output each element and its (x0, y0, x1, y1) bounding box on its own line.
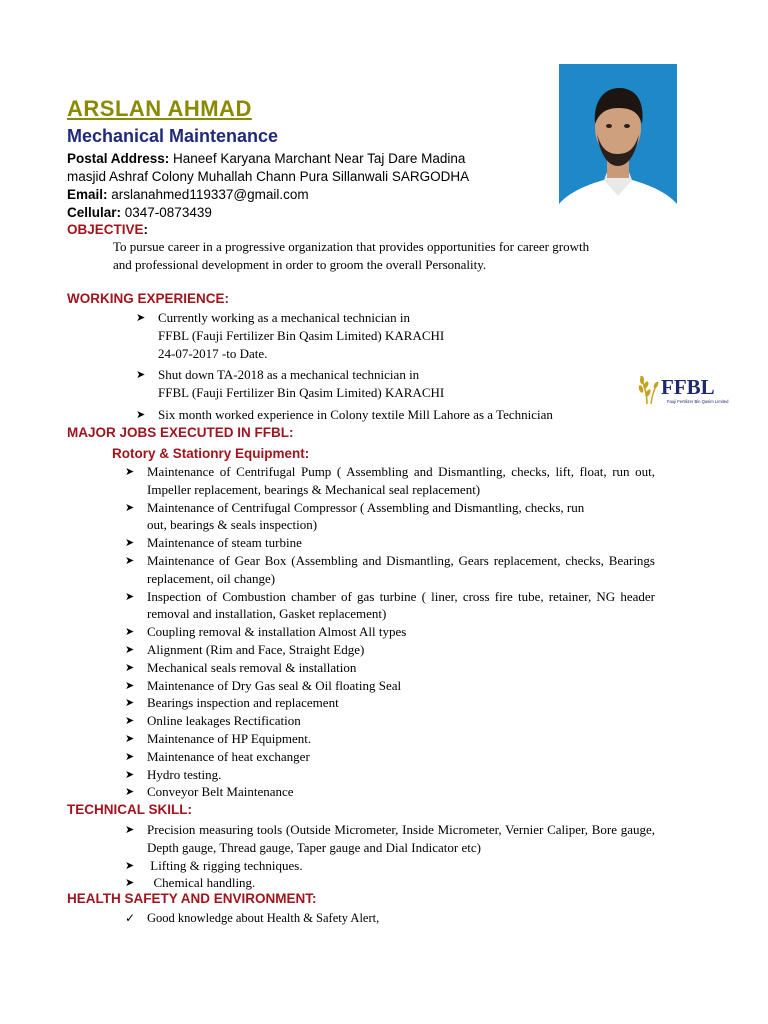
profile-photo (559, 64, 677, 222)
cellular-value: 0347-0873439 (121, 205, 212, 220)
arrowhead-bullet-icon: ➤ (125, 536, 135, 550)
arrowhead-bullet-icon: ➤ (125, 678, 135, 692)
arrowhead-bullet-icon: ➤ (125, 714, 135, 728)
arrowhead-bullet-icon: ➤ (125, 553, 135, 567)
email-value: arslanahmed119337@gmail.com (107, 187, 309, 202)
list-item: ➤ Mechanical seals removal & installation (125, 659, 357, 675)
health-safety-list (125, 910, 655, 928)
candidate-title: Mechanical Maintenance (67, 126, 279, 146)
list-item: ➤ Currently working as a mechanical technician in FFBL (Fauji Fertilizer Bin Qasim Limited) KARACHI 24-07-2017 -to Date. (136, 310, 445, 361)
postal-label: Postal Address: (67, 151, 170, 166)
list-item: ➤ Hydro testing. (125, 766, 222, 782)
checkmark-bullet-icon: ✓ (125, 911, 136, 925)
person-photo-icon (559, 64, 677, 222)
list-item: ➤ Maintenance of Centrifugal Compressor ( Assembling and Dismantling, checks, run out, bearings & seals inspection) (125, 499, 585, 533)
arrowhead-bullet-icon: ➤ (125, 767, 135, 781)
cellular-label: Cellular: (67, 205, 122, 220)
postal-address-line-1 (67, 151, 465, 166)
logo-brand: FFBL (661, 375, 715, 399)
logo-caption: Fauji Fertilizer Bin Qasim Limited (667, 399, 729, 404)
arrowhead-bullet-icon: ➤ (125, 589, 135, 603)
list-item: ➤ Maintenance of HP Equipment. (125, 730, 312, 746)
arrowhead-bullet-icon: ➤ (125, 465, 135, 478)
arrowhead-bullet-icon: ➤ (136, 368, 146, 382)
arrowhead-bullet-icon: ➤ (125, 500, 135, 514)
arrowhead-bullet-icon: ➤ (136, 407, 146, 421)
list-item: ➤ Maintenance of Centrifugal Pump ( Assembling and Dismantling, checks, lift, float, run out, Impeller replacement, bearings & Mechanical seal replacement) (125, 464, 655, 497)
list-item: ➤ Precision measuring tools (Outside Micrometer, Inside Micrometer, Vernier Caliper, Bore gauge, Depth gauge, Thread gauge, Taper gauge and Dial Indicator etc) (125, 822, 655, 855)
arrowhead-bullet-icon: ➤ (125, 731, 135, 745)
list-item: ➤ Conveyor Belt Maintenance (125, 784, 294, 800)
technical-skill-list (125, 821, 655, 892)
technical-skill-heading: TECHNICAL SKILL: (67, 802, 192, 817)
arrowhead-bullet-icon: ➤ (125, 785, 135, 799)
arrowhead-bullet-icon: ➤ (125, 642, 135, 656)
list-item: ➤ Six month worked experience in Colony textile Mill Lahore as a Technician (136, 406, 553, 422)
list-item: ➤ Coupling removal & installation Almost All types (125, 624, 407, 640)
working-experience-heading: WORKING EXPERIENCE: (67, 291, 230, 306)
list-item: ➤ Lifting & rigging techniques. (125, 857, 303, 873)
list-item: ➤ Chemical handling. (125, 875, 256, 891)
major-jobs-heading: MAJOR JOBS EXECUTED IN FFBL: (67, 425, 294, 440)
cellular-line (67, 205, 212, 220)
arrowhead-bullet-icon: ➤ (125, 625, 135, 639)
major-jobs-list (125, 463, 655, 801)
list-item: ➤ Alignment (Rim and Face, Straight Edge) (125, 641, 365, 657)
rotory-equipment-subheading: Rotory & Stationry Equipment: (112, 446, 310, 461)
email-label: Email: (67, 187, 108, 202)
list-item: ✓ Good knowledge about Health & Safety Alert, (125, 910, 655, 928)
list-item: ➤ Inspection of Combustion chamber of gas turbine ( liner, cross fire tube, retainer, NG header removal and installation, Gasket replacement) (125, 588, 655, 622)
ffbl-logo (637, 368, 737, 408)
arrowhead-bullet-icon: ➤ (125, 876, 135, 890)
arrowhead-bullet-icon: ➤ (125, 660, 135, 674)
arrowhead-bullet-icon: ➤ (125, 823, 135, 836)
email-line (67, 187, 309, 202)
postal-address-line-2: masjid Ashraf Colony Muhallah Chann Pura Sillanwali SARGODHA (67, 169, 470, 184)
arrowhead-bullet-icon: ➤ (136, 311, 146, 324)
arrowhead-bullet-icon: ➤ (125, 858, 135, 872)
experience-list (136, 309, 616, 424)
objective-heading: OBJECTIVE: (67, 222, 149, 237)
arrowhead-bullet-icon: ➤ (125, 749, 135, 763)
arrowhead-bullet-icon: ➤ (125, 696, 135, 710)
list-item: ➤ Shut down TA-2018 as a mechanical technician in FFBL (Fauji Fertilizer Bin Qasim Limited) KARACHI (136, 367, 445, 401)
list-item: ➤ Online leakages Rectification (125, 713, 301, 729)
wheat-icon (638, 376, 660, 404)
list-item: ➤ Bearings inspection and replacement (125, 695, 339, 711)
list-item: ➤ Maintenance of Dry Gas seal & Oil floating Seal (125, 677, 402, 693)
health-safety-heading: HEALTH SAFETY AND ENVIRONMENT: (67, 891, 317, 906)
list-item: ➤ Maintenance of heat exchanger (125, 748, 310, 764)
list-item: ➤ Maintenance of Gear Box (Assembling and Dismantling, Gears replacement, checks, Bearings replacement, oil change) (125, 552, 655, 586)
candidate-name: ARSLAN AHMAD (67, 96, 252, 121)
list-item: ➤ Maintenance of steam turbine (125, 535, 302, 551)
objective-text: To pursue career in a progressive organization that provides opportunities for career growth and professional development in order to groom the overall Personality. (113, 239, 590, 272)
postal-value-1: Haneef Karyana Marchant Near Taj Dare Madina (169, 151, 466, 166)
